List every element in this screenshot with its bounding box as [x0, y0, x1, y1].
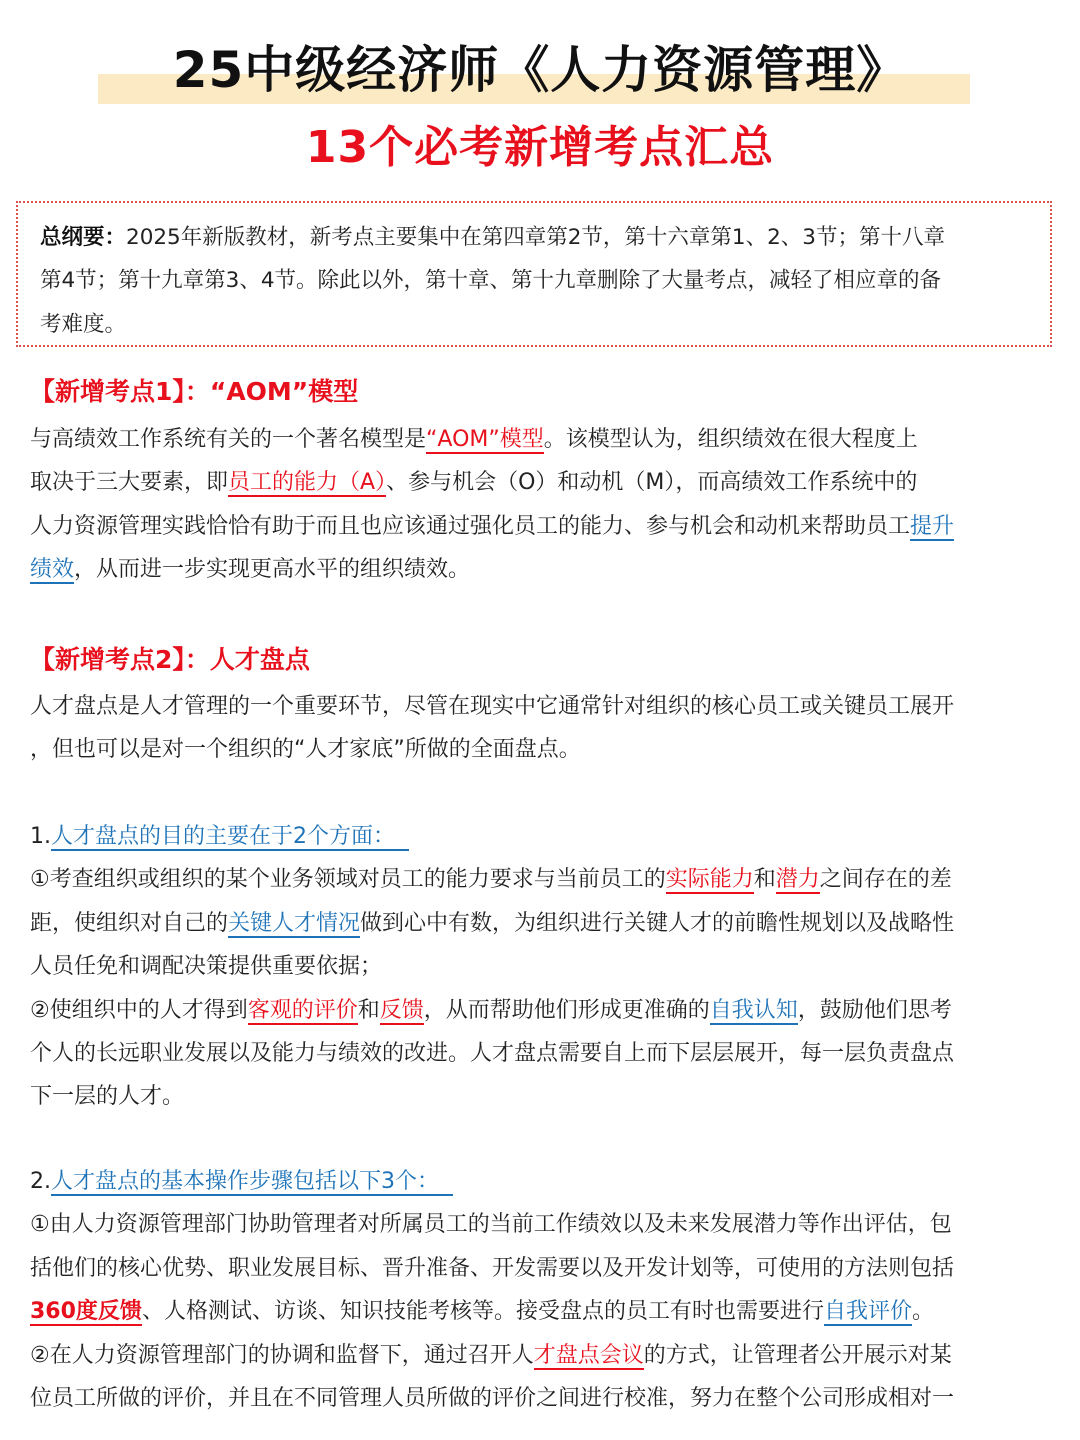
text-run: ②在人力资源管理部门的协调和监督下，通过召开人: [30, 1342, 534, 1368]
summary-line: 第4节；第十九章第3、4节。除此以外，第十章、第十九章删除了大量考点，减轻了相应章的备: [40, 268, 942, 294]
page-subtitle: 13个必考新增考点汇总: [305, 122, 775, 173]
summary-label: 总纲要：: [40, 225, 127, 250]
text-run: ②使组织中的人才得到: [30, 997, 248, 1023]
text-run: 人力资源管理实践恰恰有助于而且也应该通过强化员工的能力、参与机会和动机来帮助员工: [30, 513, 911, 539]
highlight-blue: 自我认知: [709, 997, 798, 1023]
text-line: [30, 1334, 1050, 1377]
point2-intro: [30, 685, 1050, 772]
text-line: 个人的长远职业发展以及能力与绩效的改进。人才盘点需要自上而下层层展开，每一层负责盘点: [30, 1040, 955, 1066]
text-line: 人员任免和调配决策提供重要依据；: [30, 954, 383, 980]
text-line: [30, 902, 1050, 945]
text-run: ，从而帮助他们形成更准确的: [423, 997, 710, 1023]
text-run: 、人格测试、访谈、知识技能考核等。接受盘点的员工有时也需要进行: [141, 1299, 824, 1325]
point2-section2: [30, 1160, 1050, 1420]
point1-body: [30, 418, 1050, 592]
highlight-red: 反馈: [379, 997, 424, 1023]
text-line: [30, 1290, 1050, 1333]
section-number: 2.: [30, 1169, 51, 1194]
highlight-red: 潜力: [775, 867, 820, 893]
text-run: 之间存在的差: [819, 867, 952, 893]
highlight-red: 客观的评价: [247, 997, 358, 1023]
highlight-blue: 绩效: [30, 557, 75, 583]
text-line: ①由人力资源管理部门协助管理者对所属员工的当前工作绩效以及未来发展潜力等作出评估，包: [30, 1212, 952, 1238]
summary-line: 考难度。: [40, 311, 127, 337]
text-run: ，鼓励他们思考: [797, 997, 952, 1023]
text-run: 与高绩效工作系统有关的一个著名模型是: [30, 427, 427, 452]
text-line: 括他们的核心优势、职业发展目标、晋升准备、开发需要以及开发计划等，可使用的方法则包括: [30, 1255, 955, 1281]
text-line: [30, 505, 1050, 548]
text-line: 位员工所做的评价，并且在不同管理人员所做的评价之间进行校准，努力在整个公司形成相对一: [30, 1385, 955, 1411]
text-line: [30, 858, 1050, 901]
highlight-red: 员工的能力（A）: [228, 470, 387, 496]
text-line: [30, 418, 1050, 461]
text-run: ，从而进一步实现更高水平的组织绩效。: [74, 557, 471, 583]
highlight-blue: 关键人才情况: [228, 910, 361, 936]
point2-section1: [30, 815, 1050, 1119]
text-run: 。: [911, 1299, 934, 1325]
highlight-red: “AOM”模型: [426, 427, 544, 452]
text-line: [30, 989, 1050, 1032]
section-title-text: 人才盘点的基本操作步骤包括以下3个：: [51, 1169, 453, 1196]
highlight-blue: 自我评价: [823, 1299, 912, 1325]
highlight-red: 才盘点会议: [533, 1342, 644, 1368]
text-run: 。该模型认为，组织绩效在很大程度上: [543, 427, 918, 452]
point2-heading: 【新增考点2】：人才盘点: [30, 645, 310, 674]
text-run: 做到心中有数，为组织进行关键人才的前瞻性规划以及战略性: [360, 910, 955, 936]
text-line: 人才盘点是人才管理的一个重要环节，尽管在现实中它通常针对组织的核心员工或关键员工展开: [30, 694, 955, 719]
highlight-red: 360度反馈: [30, 1299, 142, 1325]
text-run: ①考查组织或组织的某个业务领域对员工的能力要求与当前员工的: [30, 867, 666, 893]
text-run: 的方式，让管理者公开展示对某: [643, 1342, 952, 1368]
text-run: 、参与机会（O）和动机（M），而高绩效工作系统中的: [386, 470, 918, 496]
point1-heading: 【新增考点1】：“AOM”模型: [30, 377, 359, 406]
text-line: ，但也可以是对一个组织的“人才家底”所做的全面盘点。: [30, 737, 581, 763]
text-run: 和: [357, 997, 380, 1023]
summary-text: 2025年新版教材，新考点主要集中在第四章第2节，第十六章第1、2、3节；第十八章: [126, 225, 945, 250]
section-title: [30, 815, 1050, 858]
text-run: 和: [753, 867, 776, 893]
text-line: [30, 548, 1050, 591]
section-title: [30, 1160, 1050, 1203]
summary-line: [40, 217, 1028, 260]
text-line: 下一层的人才。: [30, 1084, 185, 1110]
text-run: 距，使组织对自己的: [30, 910, 229, 936]
text-run: 取决于三大要素，即: [30, 470, 229, 496]
summary-box: [16, 201, 1052, 347]
text-line: [30, 461, 1050, 504]
title-area: [0, 32, 1080, 112]
section-title-text: 人才盘点的目的主要在于2个方面：: [51, 824, 409, 851]
highlight-blue: 提升: [910, 513, 955, 539]
page-title: 25中级经济师《人力资源管理》: [172, 41, 908, 99]
section-number: 1.: [30, 824, 51, 849]
highlight-red: 实际能力: [665, 867, 754, 893]
